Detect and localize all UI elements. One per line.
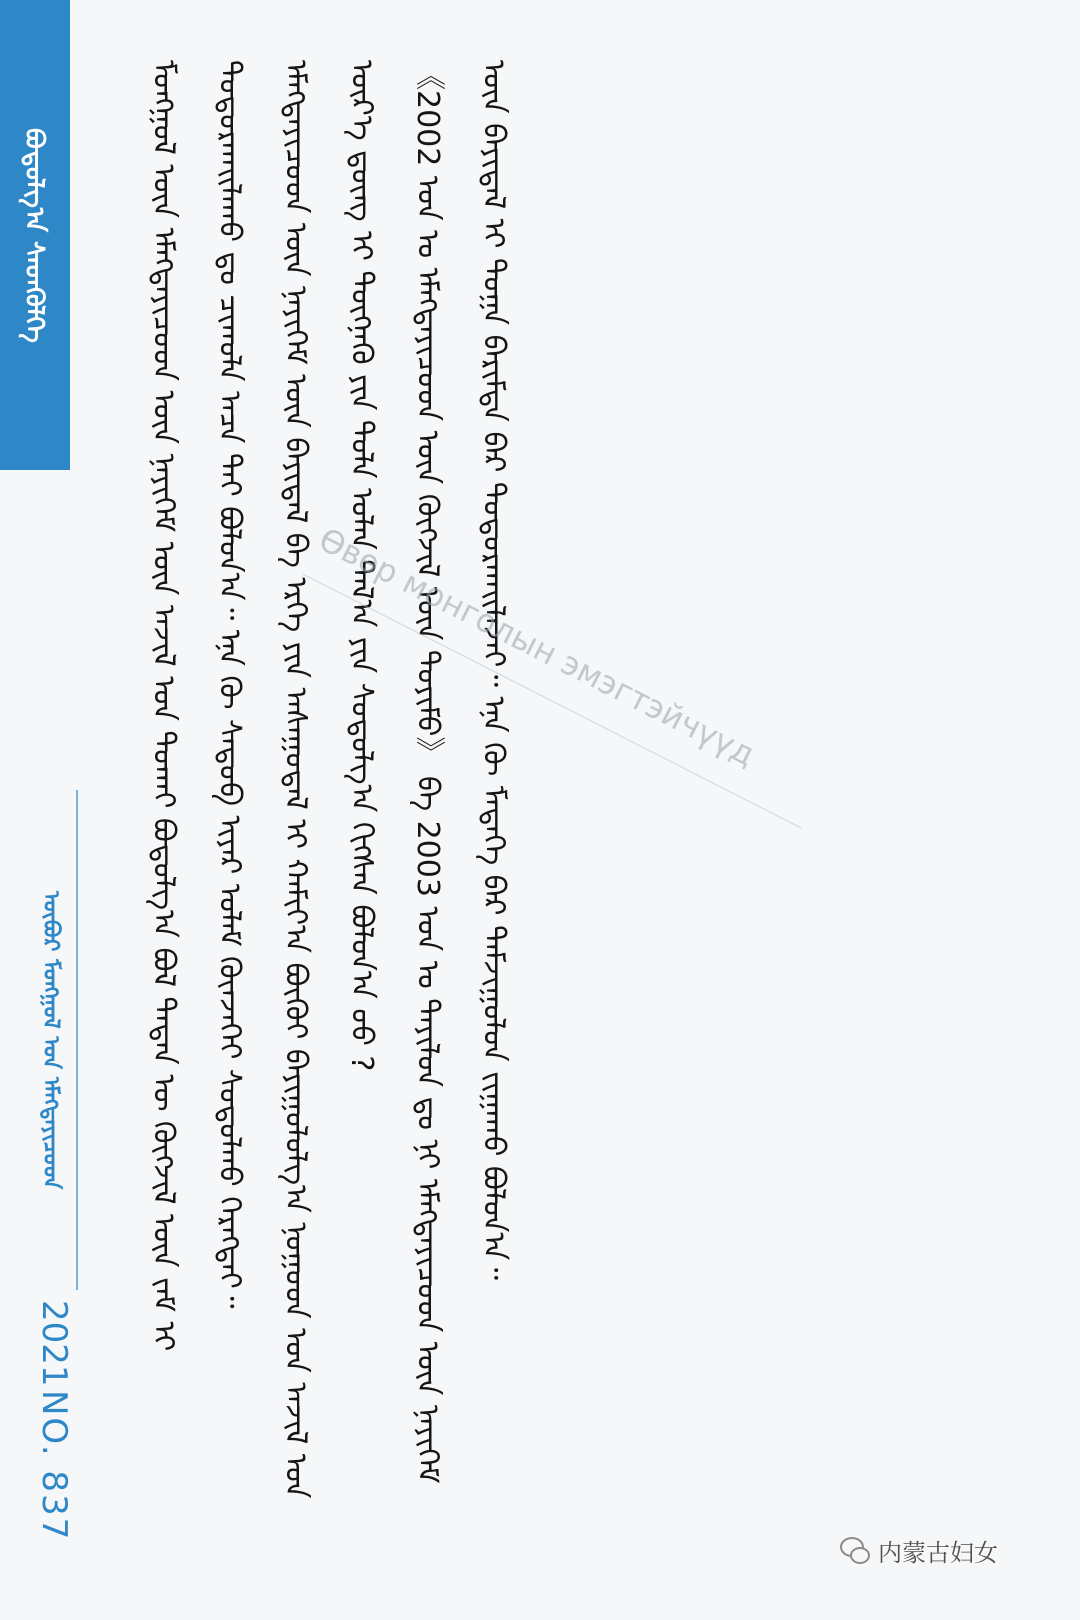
section-title: ᠪᠣᠳᠣᠯᠭ᠎ᠠ ᠰᠡᠳᠬᠦᠯᠭᠡ — [19, 127, 49, 343]
paragraph-1: ᠮᠣᠩᠭᠣᠯ ᠦᠨ ᠡᠮᠡᠭᠲᠡᠶᠢᠴᠦᠳ ᠦᠨ ᠨᠡᠶᠢᠭᠡᠮ ᠦᠨ ᠠᠵᠢᠯ ᠤᠨ ᠲᠤᠬᠠᠢ ᠪᠣᠳᠣᠯᠭ᠎ᠠ ᠪᠣᠯ ᠲᠡᠳᠡᠨ ᠦ ᠬᠥᠭᠵᠢᠯ ᠦᠨ ᠵᠠᠮ ᠢ ᠲᠣᠳᠣᠷᠬᠠᠢᠯᠠᠬᠤ ᠳᠤ ᠴᠢᠬᠤᠯᠠ ᠠᠴᠠ ᠲᠠᠢ ᠪᠣᠯᠤᠨ᠎ᠠ᠃ ᠡᠨᠡ ᠬᠦ ᠰᠡᠳᠦᠪ ᠢᠶᠡᠷ ᠤᠯᠠᠮ ᠭᠦᠨᠵᠡᠭᠡᠢ ᠰᠤᠳᠤᠯᠬᠤ ᠬᠡᠷᠡᠭᠲᠡᠢ᠃ — [146, 60, 247, 1352]
article-body — [130, 60, 990, 1500]
watermark: Өвөр монголын эмэгтэйчүүд — [302, 520, 829, 829]
section-tab — [0, 0, 70, 470]
header-divider — [76, 790, 78, 1290]
paragraph-2: ᠡᠮᠡᠭᠲᠡᠶᠢᠴᠦᠳ ᠦᠨ ᠨᠡᠶᠢᠭᠡᠮ ᠦᠨ ᠪᠠᠶᠢᠳᠠᠯ ᠪᠠ ᠡᠷᠬᠡ ᠶᠢᠨ ᠠᠰᠠᠭᠤᠳᠠᠯ ᠢ ᠬᠠᠮᠢᠶ᠎ᠠ ᠪᠦᠬᠦᠢ ᠪᠠᠶᠢᠭᠤᠯᠤᠯᠭ᠎ᠠ ᠨᠤᠭᠤᠳ ᠤᠨ ᠠᠵᠢᠯ ᠤᠨ ᠦᠷ᠎ᠡ ᠳ᠋ᠦᠩ ᠢ ᠳᠦᠭᠨᠡᠬᠦ ᠶᠢᠨ ᠲᠤᠯᠠ ᠣᠯᠠᠨ ᠲᠠᠯ᠎ᠠ ᠶᠢᠨ ᠰᠤᠳᠤᠯᠭ᠎ᠠ ᠬᠢᠭᠰᠡᠨ ᠪᠣᠯᠤᠨ᠎ᠠ ᠤᠤ ? — [278, 60, 379, 1499]
paragraph-3: 《2002 ᠣᠨ ᠤ ᠡᠮᠡᠭᠲᠡᠶᠢᠴᠦᠳ ᠦᠨ ᠬᠥᠭᠵᠢᠯ ᠦᠨ ᠲᠣᠶᠢᠮᠤ》 ᠪᠠ 2003 ᠣᠨ ᠤ ᠲᠠᠶᠢᠯᠤᠨ ᠳᠤ ᠨᠢ ᠡᠮᠡᠭᠲᠡᠶᠢᠴᠦᠳ ᠦᠨ ᠨᠡᠶᠢᠭᠡᠮ ᠦᠨ ᠪᠠᠶᠢᠳᠠᠯ ᠢ ᠲᠣᠭᠠ ᠪᠠᠷᠢᠮᠲᠠ ᠪᠡᠷ ᠲᠣᠳᠣᠷᠬᠠᠢᠯᠠᠵᠠᠢ᠃ ᠡᠨᠡ ᠬᠦ ᠮᠡᠳᠡᠭᠡ ᠪᠠᠷ ᠳᠠᠮᠵᠢᠭᠤᠯᠤᠨ ᠵᠢᠭᠠᠬᠤ ᠪᠣᠯᠤᠨ᠎ᠠ᠃ — [410, 60, 511, 1484]
issue-number: NO. 837 — [34, 1390, 74, 1542]
issue-year: 2021 — [34, 1300, 74, 1387]
wechat-account-name: 内蒙古妇女 — [878, 1538, 998, 1567]
wechat-attribution — [840, 1530, 998, 1570]
magazine-name: ᠥᠪᠥᠷ ᠮᠣᠩᠭᠣᠯ ᠤᠨ ᠡᠮᠡᠭᠲᠡᠶᠢᠴᠦᠳ — [38, 890, 63, 1190]
wechat-icon — [840, 1535, 870, 1565]
